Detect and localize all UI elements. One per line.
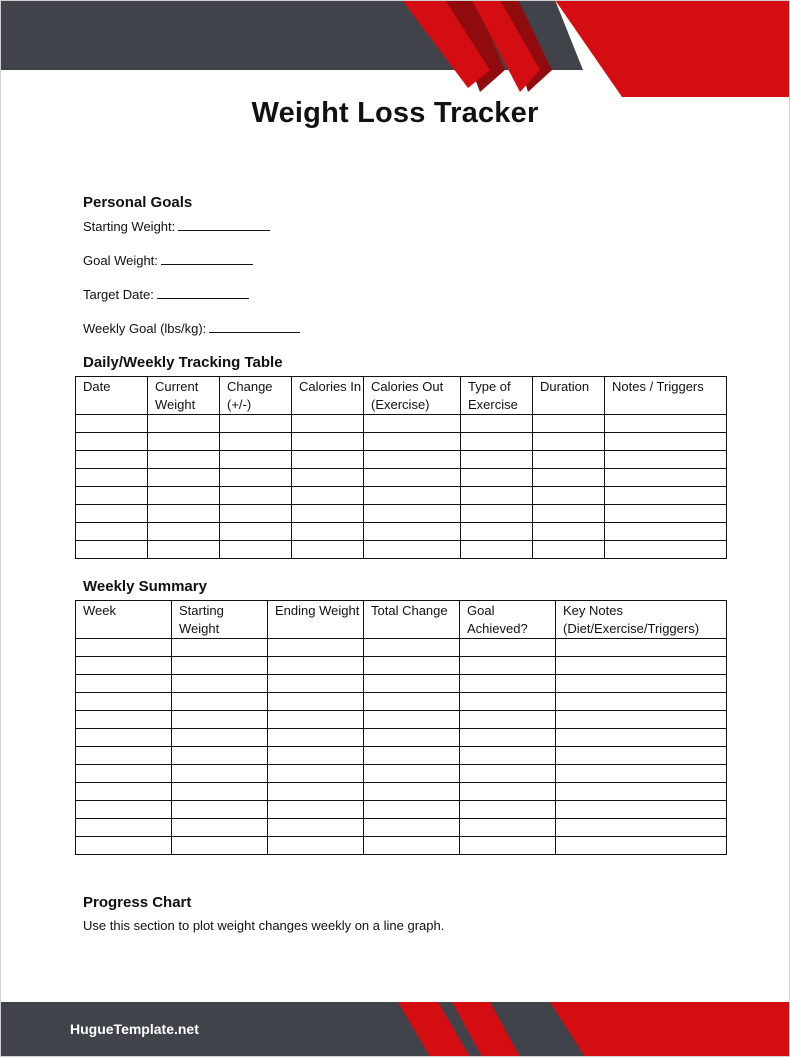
table-cell[interactable] bbox=[364, 765, 460, 783]
table-cell[interactable] bbox=[172, 837, 268, 855]
tracking-col-calories-out: Calories Out (Exercise) bbox=[364, 377, 461, 415]
table-cell[interactable] bbox=[533, 433, 605, 451]
starting-weight-field bbox=[83, 218, 270, 234]
table-cell[interactable] bbox=[533, 469, 605, 487]
summary-col-total-change: Total Change bbox=[364, 601, 460, 639]
table-cell[interactable] bbox=[172, 693, 268, 711]
table-cell[interactable] bbox=[556, 783, 727, 801]
header-red-corner bbox=[555, 0, 790, 97]
weekly-goal-label: Weekly Goal (lbs/kg): bbox=[83, 321, 207, 336]
table-cell[interactable] bbox=[364, 693, 460, 711]
summary-table-row bbox=[76, 783, 727, 801]
table-cell[interactable] bbox=[172, 765, 268, 783]
starting-weight-blank bbox=[178, 218, 270, 231]
table-cell[interactable] bbox=[364, 747, 460, 765]
table-cell[interactable] bbox=[76, 729, 172, 747]
table-cell[interactable] bbox=[268, 747, 364, 765]
tracking-col-date: Date bbox=[76, 377, 148, 415]
table-cell[interactable] bbox=[172, 783, 268, 801]
table-cell[interactable] bbox=[148, 505, 220, 523]
progress-chart-heading: Progress Chart bbox=[83, 894, 192, 911]
tracking-col-notes: Notes / Triggers bbox=[605, 377, 727, 415]
table-cell[interactable] bbox=[76, 747, 172, 765]
table-cell[interactable] bbox=[292, 415, 364, 433]
table-cell[interactable] bbox=[268, 675, 364, 693]
table-cell[interactable] bbox=[556, 657, 727, 675]
table-cell[interactable] bbox=[364, 433, 461, 451]
table-cell[interactable] bbox=[461, 541, 533, 559]
table-cell[interactable] bbox=[172, 819, 268, 837]
tracking-table-heading: Daily/Weekly Tracking Table bbox=[83, 354, 283, 371]
table-cell[interactable] bbox=[556, 747, 727, 765]
table-cell[interactable] bbox=[76, 487, 148, 505]
table-cell[interactable] bbox=[461, 487, 533, 505]
table-cell[interactable] bbox=[172, 639, 268, 657]
table-cell[interactable] bbox=[220, 415, 292, 433]
table-cell[interactable] bbox=[460, 693, 556, 711]
summary-col-goal-achieved: Goal Achieved? bbox=[460, 601, 556, 639]
table-cell[interactable] bbox=[76, 523, 148, 541]
personal-goals-heading: Personal Goals bbox=[83, 194, 193, 211]
table-cell[interactable] bbox=[556, 675, 727, 693]
target-date-field bbox=[83, 286, 249, 302]
table-cell[interactable] bbox=[533, 487, 605, 505]
table-cell[interactable] bbox=[605, 451, 727, 469]
table-cell[interactable] bbox=[460, 783, 556, 801]
summary-table-row bbox=[76, 693, 727, 711]
table-cell[interactable] bbox=[364, 729, 460, 747]
target-date-blank bbox=[157, 286, 249, 299]
table-cell[interactable] bbox=[76, 819, 172, 837]
table-cell[interactable] bbox=[292, 523, 364, 541]
table-cell[interactable] bbox=[268, 801, 364, 819]
table-cell[interactable] bbox=[461, 433, 533, 451]
table-cell[interactable] bbox=[533, 505, 605, 523]
tracking-table-row bbox=[76, 415, 727, 433]
tracking-col-exercise-type: Type of Exercise bbox=[461, 377, 533, 415]
summary-table-row bbox=[76, 801, 727, 819]
table-cell[interactable] bbox=[461, 451, 533, 469]
table-cell[interactable] bbox=[148, 523, 220, 541]
table-cell[interactable] bbox=[76, 469, 148, 487]
tracking-table-row bbox=[76, 469, 727, 487]
table-cell[interactable] bbox=[220, 469, 292, 487]
table-cell[interactable] bbox=[556, 801, 727, 819]
table-cell[interactable] bbox=[292, 433, 364, 451]
table-cell[interactable] bbox=[533, 451, 605, 469]
summary-table-row bbox=[76, 675, 727, 693]
table-cell[interactable] bbox=[460, 657, 556, 675]
footer-brand: HugueTemplate.net bbox=[70, 1021, 199, 1037]
table-cell[interactable] bbox=[605, 505, 727, 523]
table-cell[interactable] bbox=[364, 415, 461, 433]
starting-weight-label: Starting Weight: bbox=[83, 219, 176, 234]
table-cell[interactable] bbox=[364, 541, 461, 559]
tracking-table-row bbox=[76, 523, 727, 541]
table-cell[interactable] bbox=[533, 523, 605, 541]
progress-chart-description: Use this section to plot weight changes weekly on a line graph. bbox=[83, 918, 445, 933]
table-cell[interactable] bbox=[76, 541, 148, 559]
weekly-goal-blank bbox=[209, 320, 300, 333]
summary-table-row bbox=[76, 819, 727, 837]
summary-table-row bbox=[76, 747, 727, 765]
table-cell[interactable] bbox=[76, 837, 172, 855]
table-cell[interactable] bbox=[76, 675, 172, 693]
tracking-header-row bbox=[76, 377, 727, 415]
tracking-col-calories-in: Calories In bbox=[292, 377, 364, 415]
table-cell[interactable] bbox=[220, 541, 292, 559]
header-decoration bbox=[0, 0, 790, 100]
table-cell[interactable] bbox=[460, 729, 556, 747]
table-cell[interactable] bbox=[364, 505, 461, 523]
table-cell[interactable] bbox=[268, 783, 364, 801]
table-cell[interactable] bbox=[556, 711, 727, 729]
table-cell[interactable] bbox=[76, 639, 172, 657]
weekly-goal-field bbox=[83, 320, 300, 336]
table-cell[interactable] bbox=[460, 819, 556, 837]
table-cell[interactable] bbox=[605, 523, 727, 541]
table-cell[interactable] bbox=[556, 639, 727, 657]
tracking-table-row bbox=[76, 433, 727, 451]
table-cell[interactable] bbox=[364, 639, 460, 657]
table-cell[interactable] bbox=[220, 487, 292, 505]
summary-col-key-notes: Key Notes (Diet/Exercise/Triggers) bbox=[556, 601, 727, 639]
table-cell[interactable] bbox=[605, 487, 727, 505]
table-cell[interactable] bbox=[76, 765, 172, 783]
page-title: Weight Loss Tracker bbox=[251, 97, 539, 129]
table-cell[interactable] bbox=[556, 693, 727, 711]
table-cell[interactable] bbox=[533, 415, 605, 433]
table-cell[interactable] bbox=[148, 415, 220, 433]
tracking-table bbox=[75, 376, 727, 559]
table-cell[interactable] bbox=[605, 415, 727, 433]
tracking-table-row bbox=[76, 451, 727, 469]
tracking-table-row bbox=[76, 487, 727, 505]
table-cell[interactable] bbox=[76, 693, 172, 711]
summary-col-week: Week bbox=[76, 601, 172, 639]
table-cell[interactable] bbox=[461, 523, 533, 541]
weekly-summary-heading: Weekly Summary bbox=[83, 578, 207, 595]
summary-table-row bbox=[76, 639, 727, 657]
summary-header-row bbox=[76, 601, 727, 639]
table-cell[interactable] bbox=[148, 541, 220, 559]
table-cell[interactable] bbox=[460, 801, 556, 819]
table-cell[interactable] bbox=[460, 837, 556, 855]
table-cell[interactable] bbox=[148, 487, 220, 505]
table-cell[interactable] bbox=[364, 451, 461, 469]
table-cell[interactable] bbox=[76, 451, 148, 469]
table-cell[interactable] bbox=[220, 505, 292, 523]
table-cell[interactable] bbox=[220, 451, 292, 469]
table-cell[interactable] bbox=[364, 675, 460, 693]
table-cell[interactable] bbox=[76, 801, 172, 819]
table-cell[interactable] bbox=[364, 819, 460, 837]
table-cell[interactable] bbox=[292, 469, 364, 487]
table-cell[interactable] bbox=[364, 469, 461, 487]
table-cell[interactable] bbox=[460, 765, 556, 783]
table-cell[interactable] bbox=[364, 783, 460, 801]
table-cell[interactable] bbox=[76, 783, 172, 801]
summary-table-row bbox=[76, 657, 727, 675]
tracking-col-duration: Duration bbox=[533, 377, 605, 415]
table-cell[interactable] bbox=[364, 711, 460, 729]
table-cell[interactable] bbox=[292, 451, 364, 469]
table-cell[interactable] bbox=[268, 819, 364, 837]
table-cell[interactable] bbox=[76, 657, 172, 675]
table-cell[interactable] bbox=[556, 765, 727, 783]
table-cell[interactable] bbox=[364, 487, 461, 505]
table-cell[interactable] bbox=[605, 541, 727, 559]
table-cell[interactable] bbox=[148, 451, 220, 469]
table-cell[interactable] bbox=[220, 433, 292, 451]
table-cell[interactable] bbox=[460, 711, 556, 729]
table-cell[interactable] bbox=[605, 469, 727, 487]
table-cell[interactable] bbox=[461, 415, 533, 433]
table-cell[interactable] bbox=[268, 657, 364, 675]
table-cell[interactable] bbox=[461, 505, 533, 523]
table-cell[interactable] bbox=[268, 765, 364, 783]
table-cell[interactable] bbox=[461, 469, 533, 487]
table-cell[interactable] bbox=[292, 541, 364, 559]
goal-weight-blank bbox=[161, 252, 253, 265]
table-cell[interactable] bbox=[556, 819, 727, 837]
weekly-summary-table bbox=[75, 600, 727, 855]
table-cell[interactable] bbox=[556, 837, 727, 855]
summary-table-row bbox=[76, 711, 727, 729]
table-cell[interactable] bbox=[148, 433, 220, 451]
table-cell[interactable] bbox=[268, 837, 364, 855]
table-cell[interactable] bbox=[268, 693, 364, 711]
table-cell[interactable] bbox=[460, 639, 556, 657]
table-cell[interactable] bbox=[76, 415, 148, 433]
table-cell[interactable] bbox=[76, 433, 148, 451]
table-cell[interactable] bbox=[172, 747, 268, 765]
goal-weight-label: Goal Weight: bbox=[83, 253, 158, 268]
summary-col-ending-weight: Ending Weight bbox=[268, 601, 364, 639]
table-cell[interactable] bbox=[460, 747, 556, 765]
table-cell[interactable] bbox=[76, 505, 148, 523]
table-cell[interactable] bbox=[605, 433, 727, 451]
summary-table-row bbox=[76, 837, 727, 855]
tracking-col-change: Change (+/-) bbox=[220, 377, 292, 415]
table-cell[interactable] bbox=[460, 675, 556, 693]
target-date-label: Target Date: bbox=[83, 287, 154, 302]
summary-table-row bbox=[76, 765, 727, 783]
table-cell[interactable] bbox=[172, 657, 268, 675]
table-cell[interactable] bbox=[220, 523, 292, 541]
table-cell[interactable] bbox=[268, 729, 364, 747]
table-cell[interactable] bbox=[364, 657, 460, 675]
tracking-table-row bbox=[76, 505, 727, 523]
table-cell[interactable] bbox=[292, 487, 364, 505]
table-cell[interactable] bbox=[292, 505, 364, 523]
table-cell[interactable] bbox=[172, 675, 268, 693]
summary-col-starting-weight: Starting Weight bbox=[172, 601, 268, 639]
table-cell[interactable] bbox=[172, 729, 268, 747]
table-cell[interactable] bbox=[364, 523, 461, 541]
goal-weight-field bbox=[83, 252, 253, 268]
table-cell[interactable] bbox=[364, 801, 460, 819]
summary-table-row bbox=[76, 729, 727, 747]
table-cell[interactable] bbox=[76, 711, 172, 729]
table-cell[interactable] bbox=[533, 541, 605, 559]
table-cell[interactable] bbox=[268, 639, 364, 657]
table-cell[interactable] bbox=[364, 837, 460, 855]
table-cell[interactable] bbox=[172, 711, 268, 729]
table-cell[interactable] bbox=[556, 729, 727, 747]
table-cell[interactable] bbox=[268, 711, 364, 729]
table-cell[interactable] bbox=[148, 469, 220, 487]
table-cell[interactable] bbox=[172, 801, 268, 819]
tracking-col-current-weight: Current Weight bbox=[148, 377, 220, 415]
footer-red-corner bbox=[550, 1002, 790, 1057]
tracking-table-row bbox=[76, 541, 727, 559]
